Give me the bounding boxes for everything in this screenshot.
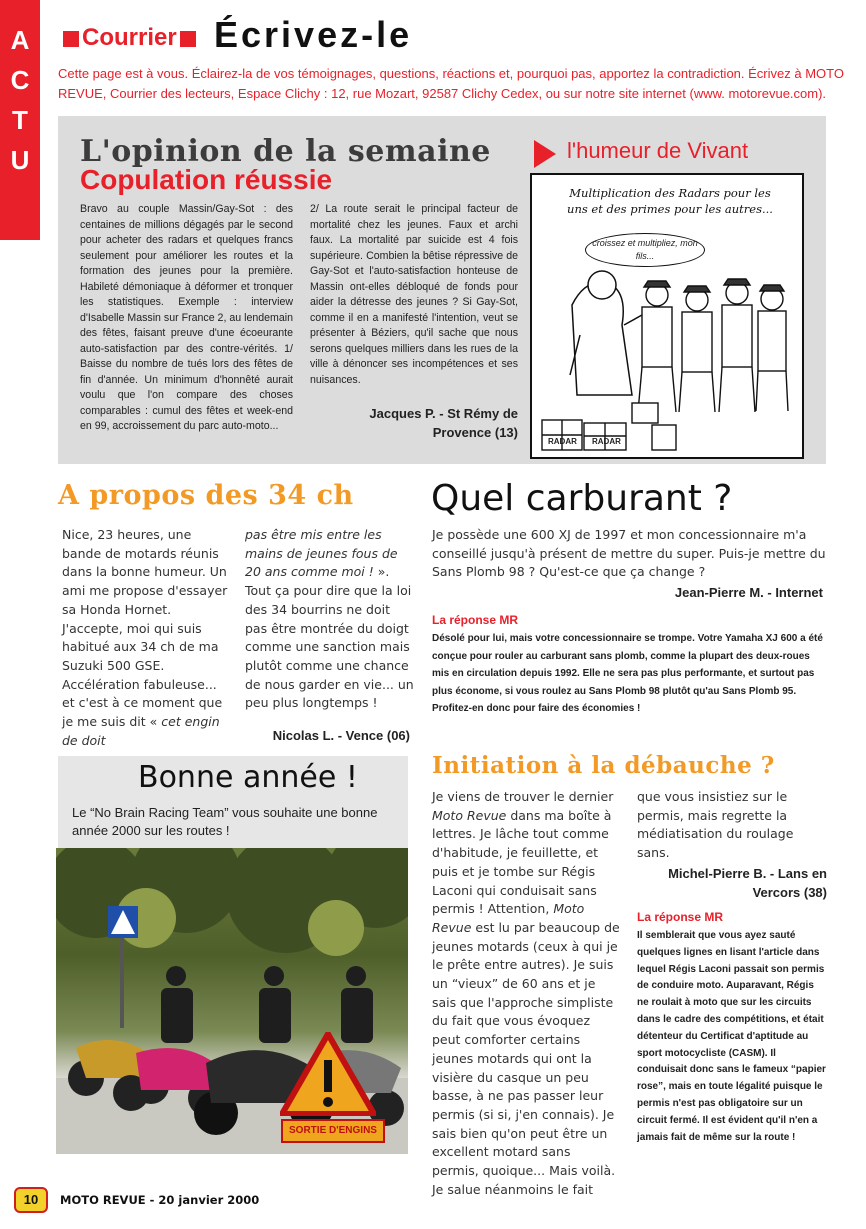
square-icon	[180, 31, 196, 47]
warning-sign-icon	[280, 1032, 376, 1116]
sign-plate: SORTIE D'ENGINS	[281, 1119, 385, 1143]
square-icon	[63, 31, 79, 47]
initiation-signature: Michel-Pierre B. - Lans en Vercors (38)	[668, 866, 827, 900]
bonne-title: Bonne année !	[138, 760, 358, 795]
section-band-letter: T	[12, 105, 28, 135]
arrow-icon	[534, 140, 556, 168]
page-title: Écrivez-le	[214, 14, 413, 55]
apropos-quote: pas être mis entre les mains de jeunes fous de 20 ans comme moi !	[245, 527, 398, 580]
apropos-column-1	[62, 526, 232, 750]
reponse-text: Il semblerait que vous ayez sauté quelques lignes en lisant l'article dans lequel Régis Laconi passait son permis de conduire moto. Auparavant, Régis ne roulait à moto que sur les circuits dans le cadre des compétitions, et était détenteur du Certificat d'aptitude au sport motocycliste (CASM). Il conduisait donc sans le fameux “papier rose”, mais en toute légalité puisque le permis n'est pas obligatoire sur un circuit fermé. Il est évident qu'il n'en a jamais fait de même sur la route !	[637, 930, 826, 1143]
reponse-text: Désolé pour lui, mais votre concessionnaire se trompe. Votre Yamaha XJ 600 a été conçue pour rouler au carburant sans plomb, comme la plupart des deux-roues mis en circulation depuis 1992. Elle ne sera pas plus performante, et surtout pas plus économe, si vous roulez au Sans Plomb 98 plutôt qu'au Sans Plomb 95. Profitez-en donc pour faire des économies !	[432, 633, 823, 714]
opinion-column-1: Bravo au couple Massin/Gay-Sot : des centaines de millions dégagés par le second pour acheter des radars et quelques francs seulement pour améliorer les routes et la formation des jeunes pour la première. Habileté démoniaque à déformer et tronquer les statistiques. Exemple : interview d'Isabelle Massin sur France 2, au lendemain des fêtes, faisant preuve d'une écoeurante auto-satisfaction par des contre-vérités. 1/ Baisse du nombre de tués lors des fêtes de fin d'année. Un minimum d'honnêté aurait voulu que l'on compare des choses comparables : cumul des fêtes et week-end en 99, accroissement du parc auto-moto...	[80, 203, 293, 432]
cartoon-box-label: RADAR	[548, 437, 577, 446]
apropos-text: Nice, 23 heures, une bande de motards réunis dans la bonne humeur. Un ami me propose d'essayer sa Honda Hornet. J'accepte, moi qui suis habitué aux 34 ch de ma Suzuki 500 GSE. Accélération fabuleuse... et c'est à ce moment que je me suis dit «	[62, 527, 228, 730]
opinion-signature: Jacques P. - St Rémy de Provence (13)	[369, 406, 518, 440]
reponse-label: La réponse MR	[432, 613, 519, 627]
initiation-text: Je viens de trouver le dernier	[432, 789, 614, 804]
carburant-signature: Jean-Pierre M. - Internet	[674, 585, 823, 600]
carburant-body: Je possède une 600 XJ de 1997 et mon concessionnaire m'a conseillé jusqu'à présent de mettre du super. Puis-je mettre du Sans Plomb 98 ? Qu'est-ce que ça change ?	[432, 527, 826, 580]
opinion-column-2: 2/ La route serait le principal facteur de mortalité chez les jeunes. Faux et archi faux. La mortalité par suicide est 4 fois supérieure. Combien la bêtise répressive de Gay-Sot et l'auto-satisfaction honteuse de Massin ont-elles débloqué de fonds pour aider la détresse des jeunes ? Si Gay-Sot, comme il en a manifesté l'intention, veut se présenter à Béziers, qu'il sache que nous serons quelques milliers dans les rues de la ville à dénoncer ses incompétences et ses nuisances.	[310, 203, 518, 386]
initiation-column-1	[432, 788, 620, 1199]
opinion-title: Copulation réussie	[80, 164, 333, 195]
page-number: 10	[14, 1187, 48, 1213]
magazine-name: Moto Revue	[432, 901, 585, 935]
magazine-name: Moto Revue	[432, 807, 507, 823]
section-band-letter: C	[10, 65, 30, 95]
section-label-text: Courrier	[82, 24, 177, 51]
warning-triangle	[280, 1032, 376, 1116]
apropos-title: A propos des 34 ch	[58, 480, 354, 511]
section-band-letter: A	[10, 25, 30, 55]
apropos-signature: Nicolas L. - Vence (06)	[272, 728, 410, 743]
footer-text: MOTO REVUE - 20 janvier 2000	[60, 1193, 260, 1207]
section-band-letter: U	[10, 145, 30, 175]
initiation-text: est lu par beaucoup de jeunes motards (ceux à qui je le prête entre autres). Je suis un “vieux” de 60 ans et je sais que l'approche simpliste du fait que vous évoquez peut comforter certains jeunes motards qui ont la visière du casque un peu basse, à ne pas passer leur permis (si si, j'en connais). Je sais bien qu'on peut être un excellent motard sans permis, quoique... Mais voilà. Je salue néanmoins le fait	[432, 919, 620, 1197]
opinion-heading: L'opinion de la semaine	[80, 134, 491, 169]
cartoon-label: l'humeur de Vivant	[567, 138, 749, 163]
apropos-quote: cet engin de doit	[62, 714, 220, 748]
cartoon-box-label: RADAR	[592, 437, 621, 446]
reponse-label: La réponse MR	[637, 910, 724, 924]
initiation-title: Initiation à la débauche ?	[432, 752, 775, 779]
bonne-text: Le “No Brain Racing Team” vous souhaite une bonne année 2000 sur les routes !	[72, 805, 378, 838]
initiation-text: dans ma boîte à lettres. Je lâche tout comme d'habitude, je feuillette, et puis et je tombe sur Régis Laconi qui conduisait sans permis ! Attention,	[432, 807, 612, 917]
speech-bubble: croissez et multipliez, mon fils...	[585, 233, 705, 267]
apropos-text: ». Tout ça pour dire que la loi des 34 bourrins ne doit pas être montrée du doigt comme une sanction mais plutôt comme une chance de nous garder en vie... un peu plus longtemps !	[245, 564, 414, 711]
section-band	[0, 0, 40, 240]
cartoon-drawing	[532, 175, 802, 457]
apropos-column-2	[245, 526, 415, 713]
carburant-title: Quel carburant ?	[431, 478, 733, 519]
section-label	[60, 24, 199, 52]
intro-text: Cette page est à vous. Éclairez-la de vos témoignages, questions, réactions et, pourquoi pas, apportez la contradiction. Écrivez à MOTO REVUE, Courrier des lecteurs, Espace Clichy : 12, rue Mozart, 92587 Clichy Cedex, ou sur notre site internet (www. motorevue.com).	[58, 66, 844, 101]
cartoon-caption: Multiplication des Radars pour les uns et des primes pour les autres...	[567, 186, 773, 216]
initiation-column-2: que vous insistiez sur le permis, mais regrette la médiatisation du roulage sans.	[637, 789, 794, 861]
